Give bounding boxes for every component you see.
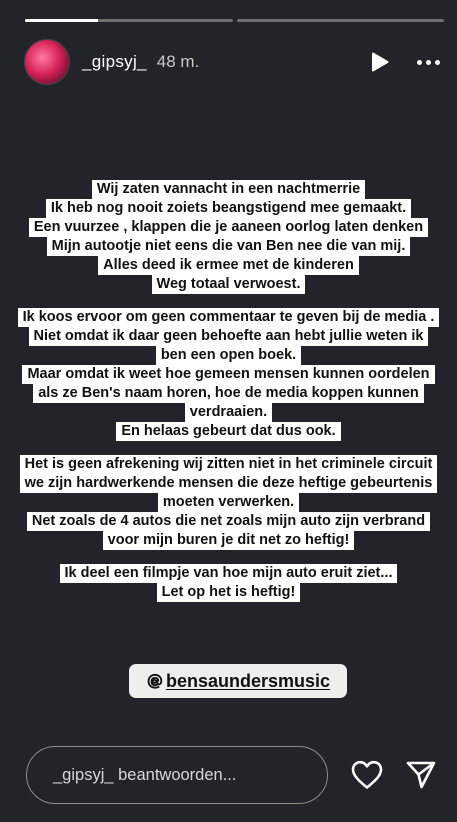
story-text [0, 180, 457, 616]
text-paragraph [0, 564, 457, 602]
reply-input[interactable] [26, 746, 328, 804]
progress-fill [25, 19, 98, 22]
like-button[interactable] [350, 759, 384, 791]
text-paragraph [0, 180, 457, 294]
reply-placeholder: _gipsyj_ beantwoorden... [53, 765, 237, 784]
text-line: als ze Ben's naam horen, hoe de media koppen kunnen [33, 384, 424, 403]
username[interactable]: _gipsyj_ [82, 52, 147, 71]
text-line: En helaas gebeurt dat dus ook. [116, 422, 340, 441]
text-line: voor mijn buren je dit net zo heftig! [103, 531, 355, 550]
text-line: Ik heb nog nooit zoiets beangstigend mee gemaakt. [46, 199, 411, 218]
text-line: verdraaien. [185, 403, 272, 422]
more-icon-dot [426, 60, 431, 65]
text-line: ben een open boek. [156, 346, 301, 365]
text-line: Let op het is heftig! [157, 583, 301, 602]
text-line: Een vuurzee , klappen die je aaneen oorlog laten denken [29, 218, 428, 237]
heart-icon [350, 759, 384, 791]
text-line: Ik deel een filmpje van hoe mijn auto eruit ziet... [60, 564, 398, 583]
avatar[interactable] [24, 39, 70, 85]
story-progress [25, 19, 444, 22]
text-line: Wij zaten vannacht in een nachtmerrie [92, 180, 365, 199]
mention-sticker[interactable] [129, 664, 347, 698]
share-button[interactable] [404, 759, 438, 791]
progress-segment-2 [237, 19, 445, 22]
text-paragraph [0, 455, 457, 550]
text-paragraph [0, 308, 457, 441]
post-time: 48 m. [156, 52, 200, 71]
text-line: Niet omdat ik daar geen behoefte aan hebt jullie weten ik [29, 327, 429, 346]
more-icon [417, 60, 422, 65]
more-options-button[interactable] [413, 51, 443, 73]
text-line: moeten verwerken. [158, 493, 299, 512]
text-line: Alles deed ik ermee met de kinderen [98, 256, 359, 275]
play-button[interactable] [369, 51, 391, 73]
text-line: Ik koos ervoor om geen commentaar te geven bij de media . [18, 308, 440, 327]
text-line: Weg totaal verwoest. [152, 275, 306, 294]
more-icon-dot [435, 60, 440, 65]
story-header [24, 40, 443, 84]
text-line: Maar omdat ik weet hoe gemeen mensen kunnen oordelen [22, 365, 434, 384]
text-line: Mijn autootje niet eens die van Ben nee die van mij. [47, 237, 411, 256]
threads-icon [146, 673, 163, 690]
progress-segment-1 [25, 19, 233, 22]
text-line: we zijn hardwerkende mensen die deze heftige gebeurtenis [20, 474, 438, 493]
play-icon [371, 52, 389, 72]
text-line: Het is geen afrekening wij zitten niet in het criminele circuit [20, 455, 438, 474]
mention-handle: bensaundersmusic [165, 670, 331, 691]
text-line: Net zoals de 4 autos die net zoals mijn auto zijn verbrand [27, 512, 430, 531]
send-icon [404, 759, 438, 791]
